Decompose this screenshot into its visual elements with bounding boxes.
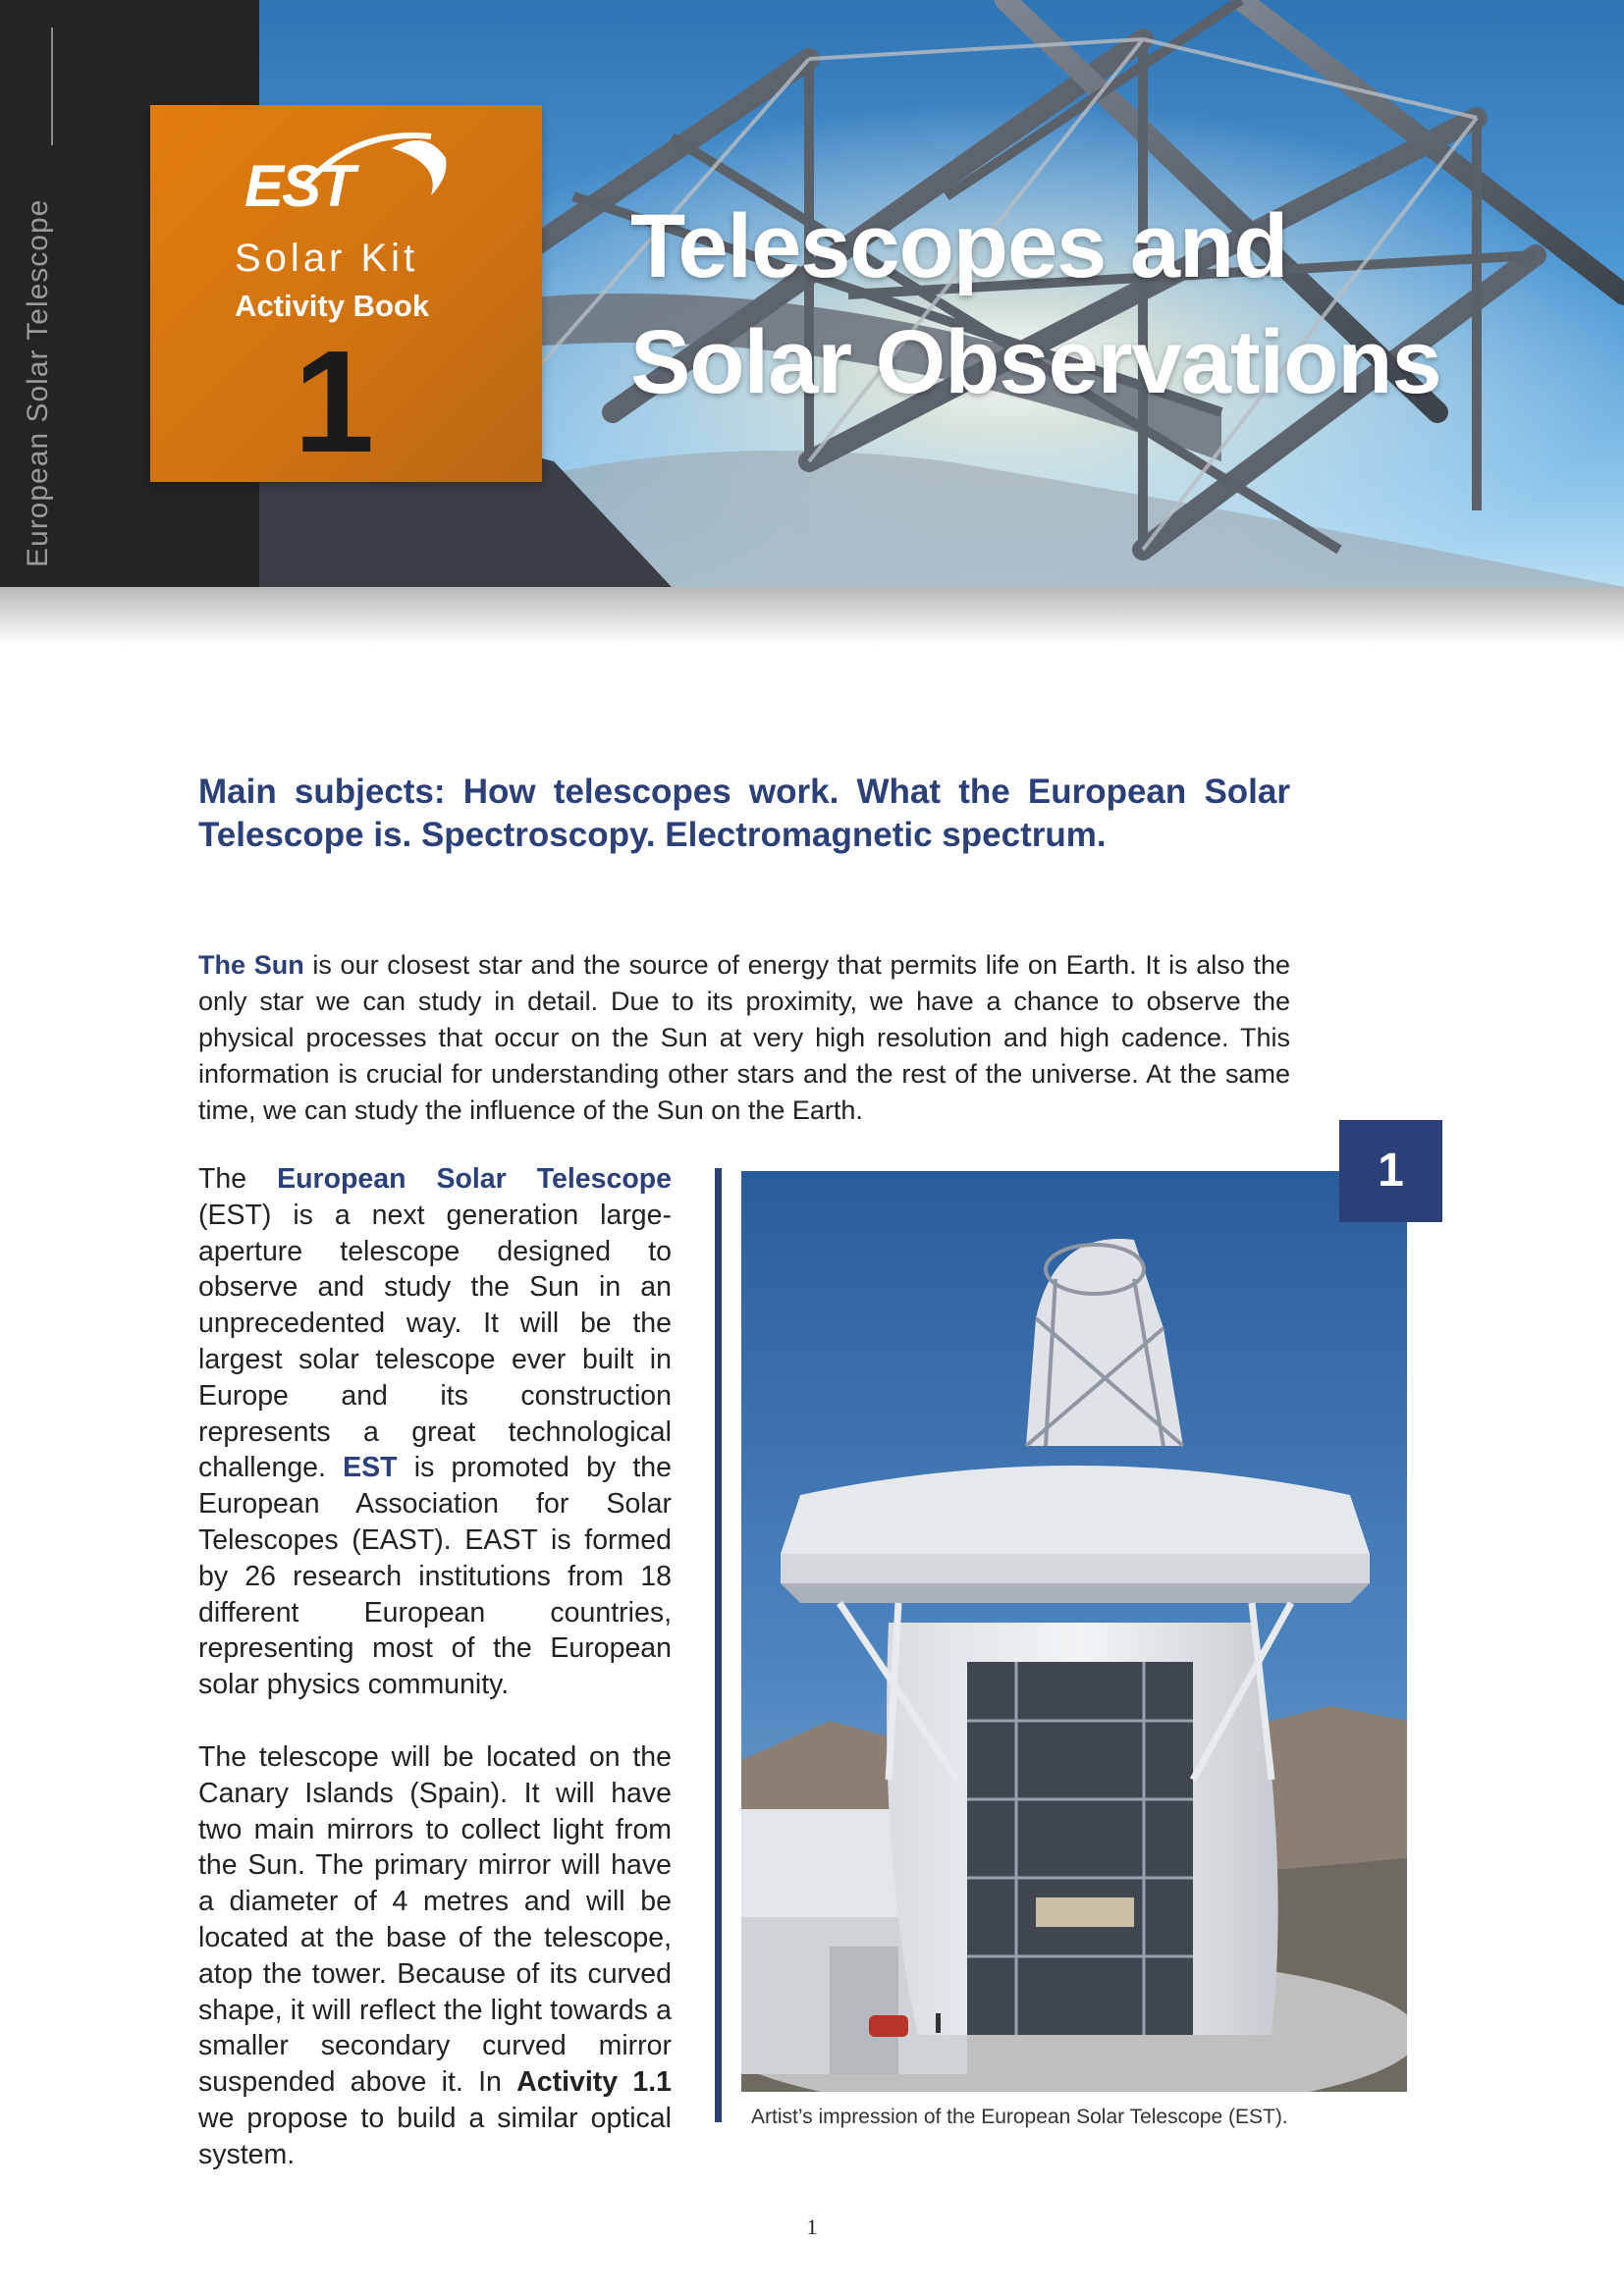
kit-subtitle: Activity Book [235, 289, 430, 323]
figure-number-badge: 1 [1339, 1120, 1442, 1222]
est-text-b: (EST) is a next generation large-aperture telescope designed to observe and study the Sun in an unprecedented way. It will be the largest solar telescope ever built in Europe and its construction represents a great technological challenge. [198, 1199, 672, 1484]
title-line-2: Solar Observations [630, 312, 1441, 412]
side-label: European Solar Telescope [22, 198, 54, 567]
est-abbr: EST [343, 1452, 398, 1484]
est-telescope-image [741, 1171, 1407, 2092]
kit-number: 1 [294, 321, 375, 483]
location-text-b: we propose to build a similar optical system. [198, 2102, 672, 2170]
side-divider [51, 27, 53, 145]
intro-paragraph [198, 947, 1290, 1129]
est-name: European Solar Telescope [277, 1163, 672, 1195]
location-text-a: The telescope will be located on the Canary Islands (Spain). It will have two main mirrors to collect light from the Sun. The primary mirror will have a diameter of 4 metres and will be located at the base of the telescope, atop the tower. Because of its curved shape, it will reflect the light towards a smaller secondary curved mirror suspended above it. In [198, 1740, 672, 2099]
figure-caption: Artist’s impression of the European Solar Telescope (EST). [751, 2106, 1288, 2128]
location-paragraph [198, 1739, 672, 2173]
banner-shadow [0, 587, 1624, 646]
kit-title: Solar Kit [235, 237, 419, 280]
left-column [198, 1161, 672, 2210]
est-text-a: The [198, 1163, 278, 1195]
header-banner [0, 0, 1624, 587]
intro-lead: The Sun [198, 950, 304, 980]
title-line-1: Telescopes and [630, 196, 1288, 296]
activity-book-badge [150, 105, 542, 482]
page-number: 1 [806, 2215, 818, 2239]
activity-ref: Activity 1.1 [516, 2066, 672, 2099]
main-subjects: Main subjects: How telescopes work. What the European Solar Telescope is. Spectroscopy. Electromagnetic spectrum. [198, 773, 1290, 854]
figure-accent-bar [715, 1168, 722, 2122]
intro-text: is our closest star and the source of energy that permits life on Earth. It is also the only star we can study in detail. Due to its proximity, we have a chance to observe the physical processes that occur on the Sun at very high resolution and high cadence. This information is crucial for understanding other stars and the rest of the universe. At the same time, we can study the influence of the Sun on the Earth. [198, 950, 1290, 1125]
page-title [630, 188, 1441, 420]
est-text-c: is promoted by the European Association for Solar Telescopes (EAST). EAST is formed by 26 research institutions from 18 different European countries, representing most of the European solar physics community. [198, 1452, 672, 1701]
logo-text: EST [244, 153, 353, 219]
est-paragraph [198, 1161, 672, 1703]
